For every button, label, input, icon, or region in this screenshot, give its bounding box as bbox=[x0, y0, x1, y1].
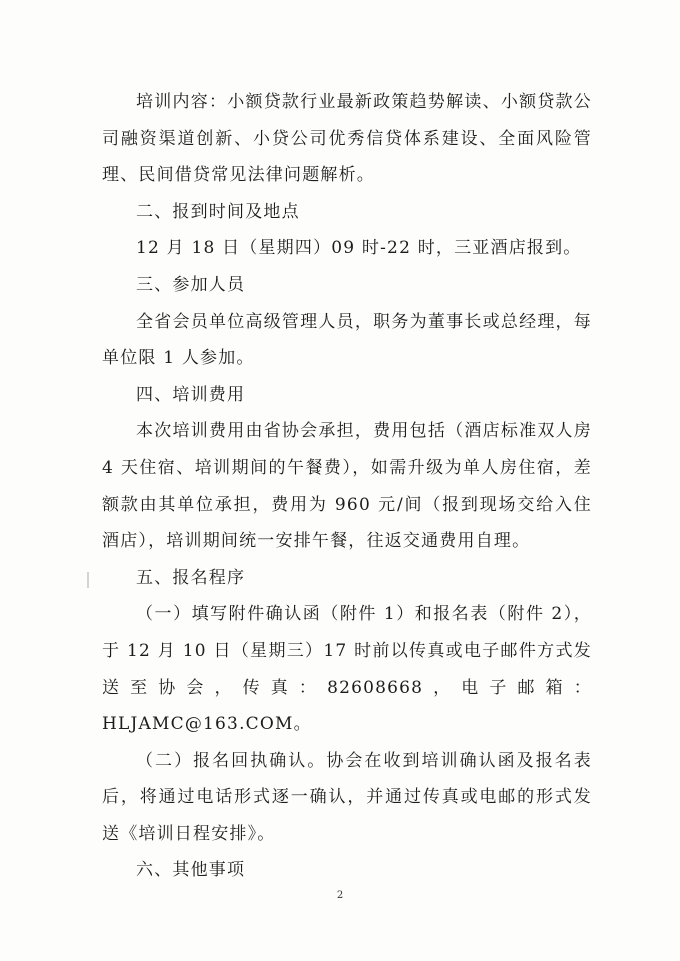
scan-mark bbox=[87, 572, 89, 588]
page-number: 2 bbox=[336, 890, 344, 901]
section-2-body: 12 月 18 日（星期四）09 时-22 时，三亚酒店报到。 bbox=[136, 238, 582, 259]
paragraph-training-content: 培训内容：小额贷款行业最新政策趋势解读、小额贷款公司融资渠道创新、小贷公司优秀信贷体系建设、全面风险管理、民间借贷常见法律问题解析。 bbox=[102, 92, 592, 186]
section-6-heading: 六、其他事项 bbox=[136, 860, 246, 881]
section-5-item-2: （二）报名回执确认。协会在收到培训确认函及报名表后，将通过电话形式逐一确认，并通过传真或电邮的形式发送《培训日程安排》。 bbox=[102, 750, 592, 844]
section-3-heading: 三、参加人员 bbox=[136, 274, 246, 295]
section-5-heading: 五、报名程序 bbox=[136, 567, 246, 588]
section-4-heading: 四、培训费用 bbox=[136, 384, 246, 405]
section-4-body: 本次培训费用由省协会承担，费用包括（酒店标准双人房 4 天住宿、培训期间的午餐费），如需升级为单人房住宿，差额款由其单位承担，费用为 960 元/间（报到现场交给入住酒店），培训期间统一安排午餐，往返交通费用自理。 bbox=[102, 421, 592, 552]
section-2-heading: 二、报到时间及地点 bbox=[136, 201, 300, 222]
section-5-item-1: （一）填写附件确认函（附件 1）和报名表（附件 2），于 12 月 10 日（星期三）17 时前以传真或电子邮件方式发送至协会，传真：82608668，电子邮箱：HLJAMC@163.COM。 bbox=[102, 604, 592, 735]
document-body bbox=[102, 84, 592, 889]
section-3-body: 全省会员单位高级管理人员，职务为董事长或总经理，每单位限 1 人参加。 bbox=[102, 311, 592, 369]
